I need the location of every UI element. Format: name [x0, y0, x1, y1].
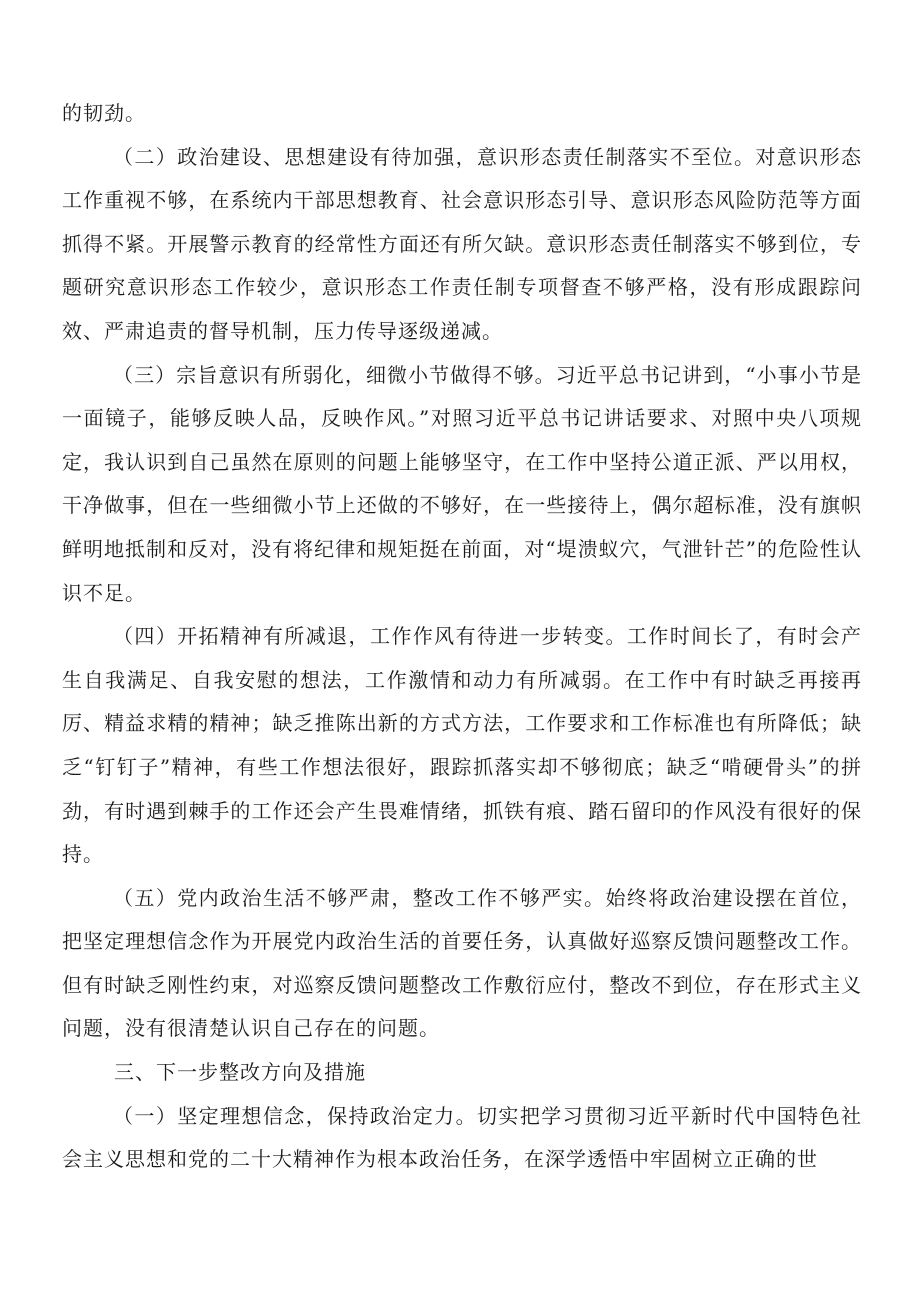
- paragraph-issue-2: （二）政治建设、思想建设有待加强，意识形态责任制落实不至位。对意识形态工作重视不够，在系统内干部思想教育、社会意识形态引导、意识形态风险防范等方面抓得不紧。开展警示教育的经常性方面还有所欠缺。意识形态责任制落实不够到位，专题研究意识形态工作较少，意识形态工作责任制专项督查不够严格，没有形成跟踪问效、严肃追责的督导机制，压力传导逐级递减。: [62, 144, 862, 343]
- document-page: [62, 92, 862, 1182]
- paragraph-continuation: 的韧劲。: [62, 101, 146, 125]
- paragraph-measure-1: （一）坚定理想信念，保持政治定力。切实把学习贯彻习近平新时代中国特色社会主义思想和党的二十大精神作为根本政治任务，在深学透悟中牢固树立正确的世: [62, 1103, 862, 1172]
- paragraph-issue-4: （四）开拓精神有所减退，工作作风有待进一步转变。工作时间长了，有时会产生自我满足、自我安慰的想法，工作激情和动力有所减弱。在工作中有时缺乏再接再厉、精益求精的精神；缺乏推陈出新的方式方法，工作要求和工作标准也有所降低；缺乏“钉钉子”精神，有些工作想法很好，跟踪抓落实却不够彻底；缺乏“啃硬骨头”的拼劲，有时遇到棘手的工作还会产生畏难情绪，抓铁有痕、踏石留印的作风没有很好的保持。: [62, 624, 862, 867]
- paragraph-issue-3: （三）宗旨意识有所弱化，细微小节做得不够。习近平总书记讲到，“小事小节是一面镜子，能够反映人品，反映作风。”对照习近平总书记讲话要求、对照中央八项规定，我认识到自己虽然在原则的问题上能够坚守，在工作中坚持公道正派、严以用权，干净做事，但在一些细微小节上还做的不够好，在一些接待上，偶尔超标准，没有旗帜鲜明地抵制和反对，没有将纪律和规矩挺在前面，对“堤溃蚁穴，气泄针芒”的危险性认识不足。: [62, 362, 862, 605]
- section-heading-next-steps: 三、下一步整改方向及措施: [114, 1060, 366, 1085]
- paragraph-issue-5: （五）党内政治生活不够严肃，整改工作不够严实。始终将政治建设摆在首位，把坚定理想信念作为开展党内政治生活的首要任务，认真做好巡察反馈问题整改工作。但有时缺乏刚性约束，对巡察反馈问题整改工作敷衍应付，整改不到位，存在形式主义问题，没有很清楚认识自己存在的问题。: [62, 885, 862, 1041]
